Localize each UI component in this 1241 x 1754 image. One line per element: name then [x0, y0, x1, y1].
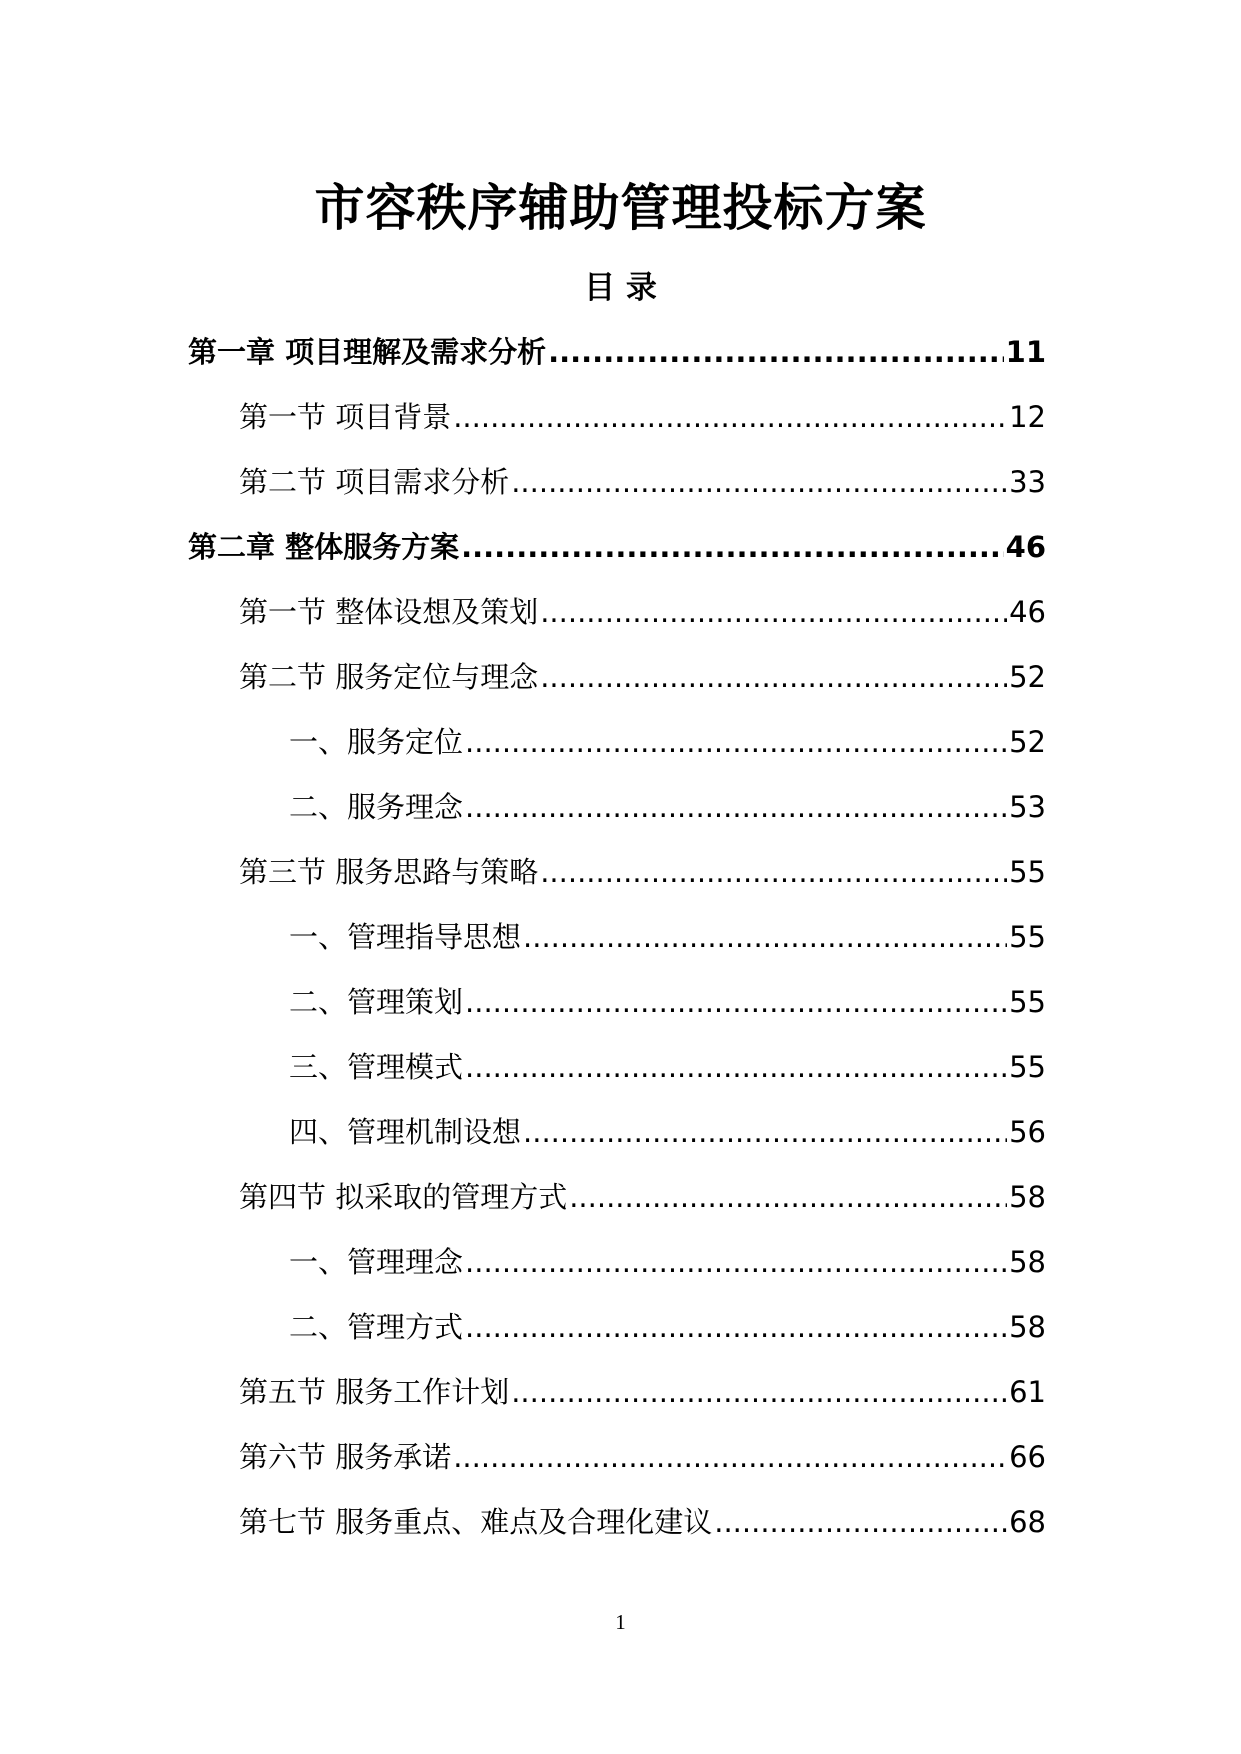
- toc-entry-page: 53: [1009, 790, 1046, 824]
- toc-entry-page: 55: [1009, 855, 1046, 889]
- toc-dot-leader: [540, 852, 1007, 892]
- toc-dot-leader: [465, 982, 1007, 1022]
- toc-entry[interactable]: [0, 787, 1241, 852]
- toc-dot-leader: [540, 657, 1007, 697]
- document-title: 市容秩序辅助管理投标方案: [314, 179, 927, 237]
- toc-entry-page: 33: [1009, 465, 1046, 499]
- toc-entry[interactable]: [0, 397, 1241, 462]
- toc-dot-leader: [511, 462, 1007, 502]
- toc-entry-page: 55: [1009, 985, 1046, 1019]
- toc-entry-label: 第三节 服务思路与策略: [239, 855, 539, 889]
- toc-entry-page: 58: [1009, 1245, 1046, 1279]
- toc-entry-label: 三、管理模式: [289, 1050, 464, 1084]
- toc-entry-label: 一、管理理念: [289, 1245, 464, 1279]
- toc-entry-label: 第五节 服务工作计划: [239, 1375, 510, 1409]
- toc-entry-page: 52: [1009, 725, 1046, 759]
- toc-dot-leader: [465, 787, 1007, 827]
- toc-dot-leader: [714, 1502, 1007, 1542]
- toc-entry-label: 第二章 整体服务方案: [188, 530, 460, 564]
- toc-entry-label: 四、管理机制设想: [289, 1115, 522, 1149]
- toc-entry[interactable]: [0, 1112, 1241, 1177]
- toc-entry-page: 68: [1009, 1505, 1046, 1539]
- toc-entry[interactable]: [0, 527, 1241, 592]
- toc-entry-page: 61: [1009, 1375, 1046, 1409]
- toc-entry-page: 58: [1009, 1180, 1046, 1214]
- table-of-contents: [0, 332, 1241, 1567]
- toc-entry-page: 12: [1009, 400, 1046, 434]
- toc-entry-page: 58: [1009, 1310, 1046, 1344]
- toc-dot-leader: [453, 397, 1007, 437]
- toc-entry-label: 二、管理方式: [289, 1310, 464, 1344]
- toc-dot-leader: [465, 722, 1007, 762]
- toc-entry-page: 52: [1009, 660, 1046, 694]
- toc-entry[interactable]: [0, 592, 1241, 657]
- toc-entry-label: 第一章 项目理解及需求分析: [188, 335, 547, 369]
- toc-entry[interactable]: [0, 852, 1241, 917]
- page-number: 1: [615, 1610, 626, 1634]
- toc-entry[interactable]: [0, 1242, 1241, 1307]
- toc-dot-leader: [453, 1437, 1007, 1477]
- toc-entry-label: 第二节 服务定位与理念: [239, 660, 539, 694]
- toc-entry-label: 一、管理指导思想: [289, 920, 522, 954]
- toc-entry-page: 55: [1009, 1050, 1046, 1084]
- toc-entry[interactable]: [0, 917, 1241, 982]
- toc-entry-page: 46: [1005, 530, 1046, 564]
- toc-entry[interactable]: [0, 1307, 1241, 1372]
- toc-entry[interactable]: [0, 462, 1241, 527]
- toc-dot-leader: [465, 1047, 1007, 1087]
- toc-entry-page: 56: [1009, 1115, 1046, 1149]
- toc-entry[interactable]: [0, 657, 1241, 722]
- toc-entry-label: 二、管理策划: [289, 985, 464, 1019]
- toc-entry-page: 55: [1009, 920, 1046, 954]
- toc-entry-label: 第四节 拟采取的管理方式: [239, 1180, 568, 1214]
- toc-entry[interactable]: [0, 1047, 1241, 1112]
- toc-entry-label: 第六节 服务承诺: [239, 1440, 452, 1474]
- toc-entry[interactable]: [0, 1437, 1241, 1502]
- toc-dot-leader: [511, 1372, 1007, 1412]
- toc-entry-page: 46: [1009, 595, 1046, 629]
- toc-entry-label: 第一节 项目背景: [239, 400, 452, 434]
- toc-entry-label: 第一节 整体设想及策划: [239, 595, 539, 629]
- toc-entry-page: 66: [1009, 1440, 1046, 1474]
- toc-dot-leader: [523, 1112, 1007, 1152]
- toc-entry-label: 二、服务理念: [289, 790, 464, 824]
- toc-dot-leader: [461, 527, 1004, 567]
- toc-entry[interactable]: [0, 1502, 1241, 1567]
- toc-entry[interactable]: [0, 1372, 1241, 1437]
- toc-dot-leader: [548, 332, 1004, 372]
- toc-entry-label: 一、服务定位: [289, 725, 464, 759]
- toc-entry-label: 第二节 项目需求分析: [239, 465, 510, 499]
- toc-dot-leader: [540, 592, 1007, 632]
- toc-dot-leader: [523, 917, 1007, 957]
- toc-dot-leader: [465, 1242, 1007, 1282]
- toc-entry-label: 第七节 服务重点、难点及合理化建议: [239, 1505, 713, 1539]
- toc-entry[interactable]: [0, 1177, 1241, 1242]
- toc-entry[interactable]: [0, 332, 1241, 397]
- toc-entry[interactable]: [0, 722, 1241, 787]
- toc-entry[interactable]: [0, 982, 1241, 1047]
- toc-entry-page: 11: [1005, 335, 1046, 369]
- toc-heading: 目 录: [584, 270, 657, 306]
- toc-dot-leader: [569, 1177, 1007, 1217]
- toc-dot-leader: [465, 1307, 1007, 1347]
